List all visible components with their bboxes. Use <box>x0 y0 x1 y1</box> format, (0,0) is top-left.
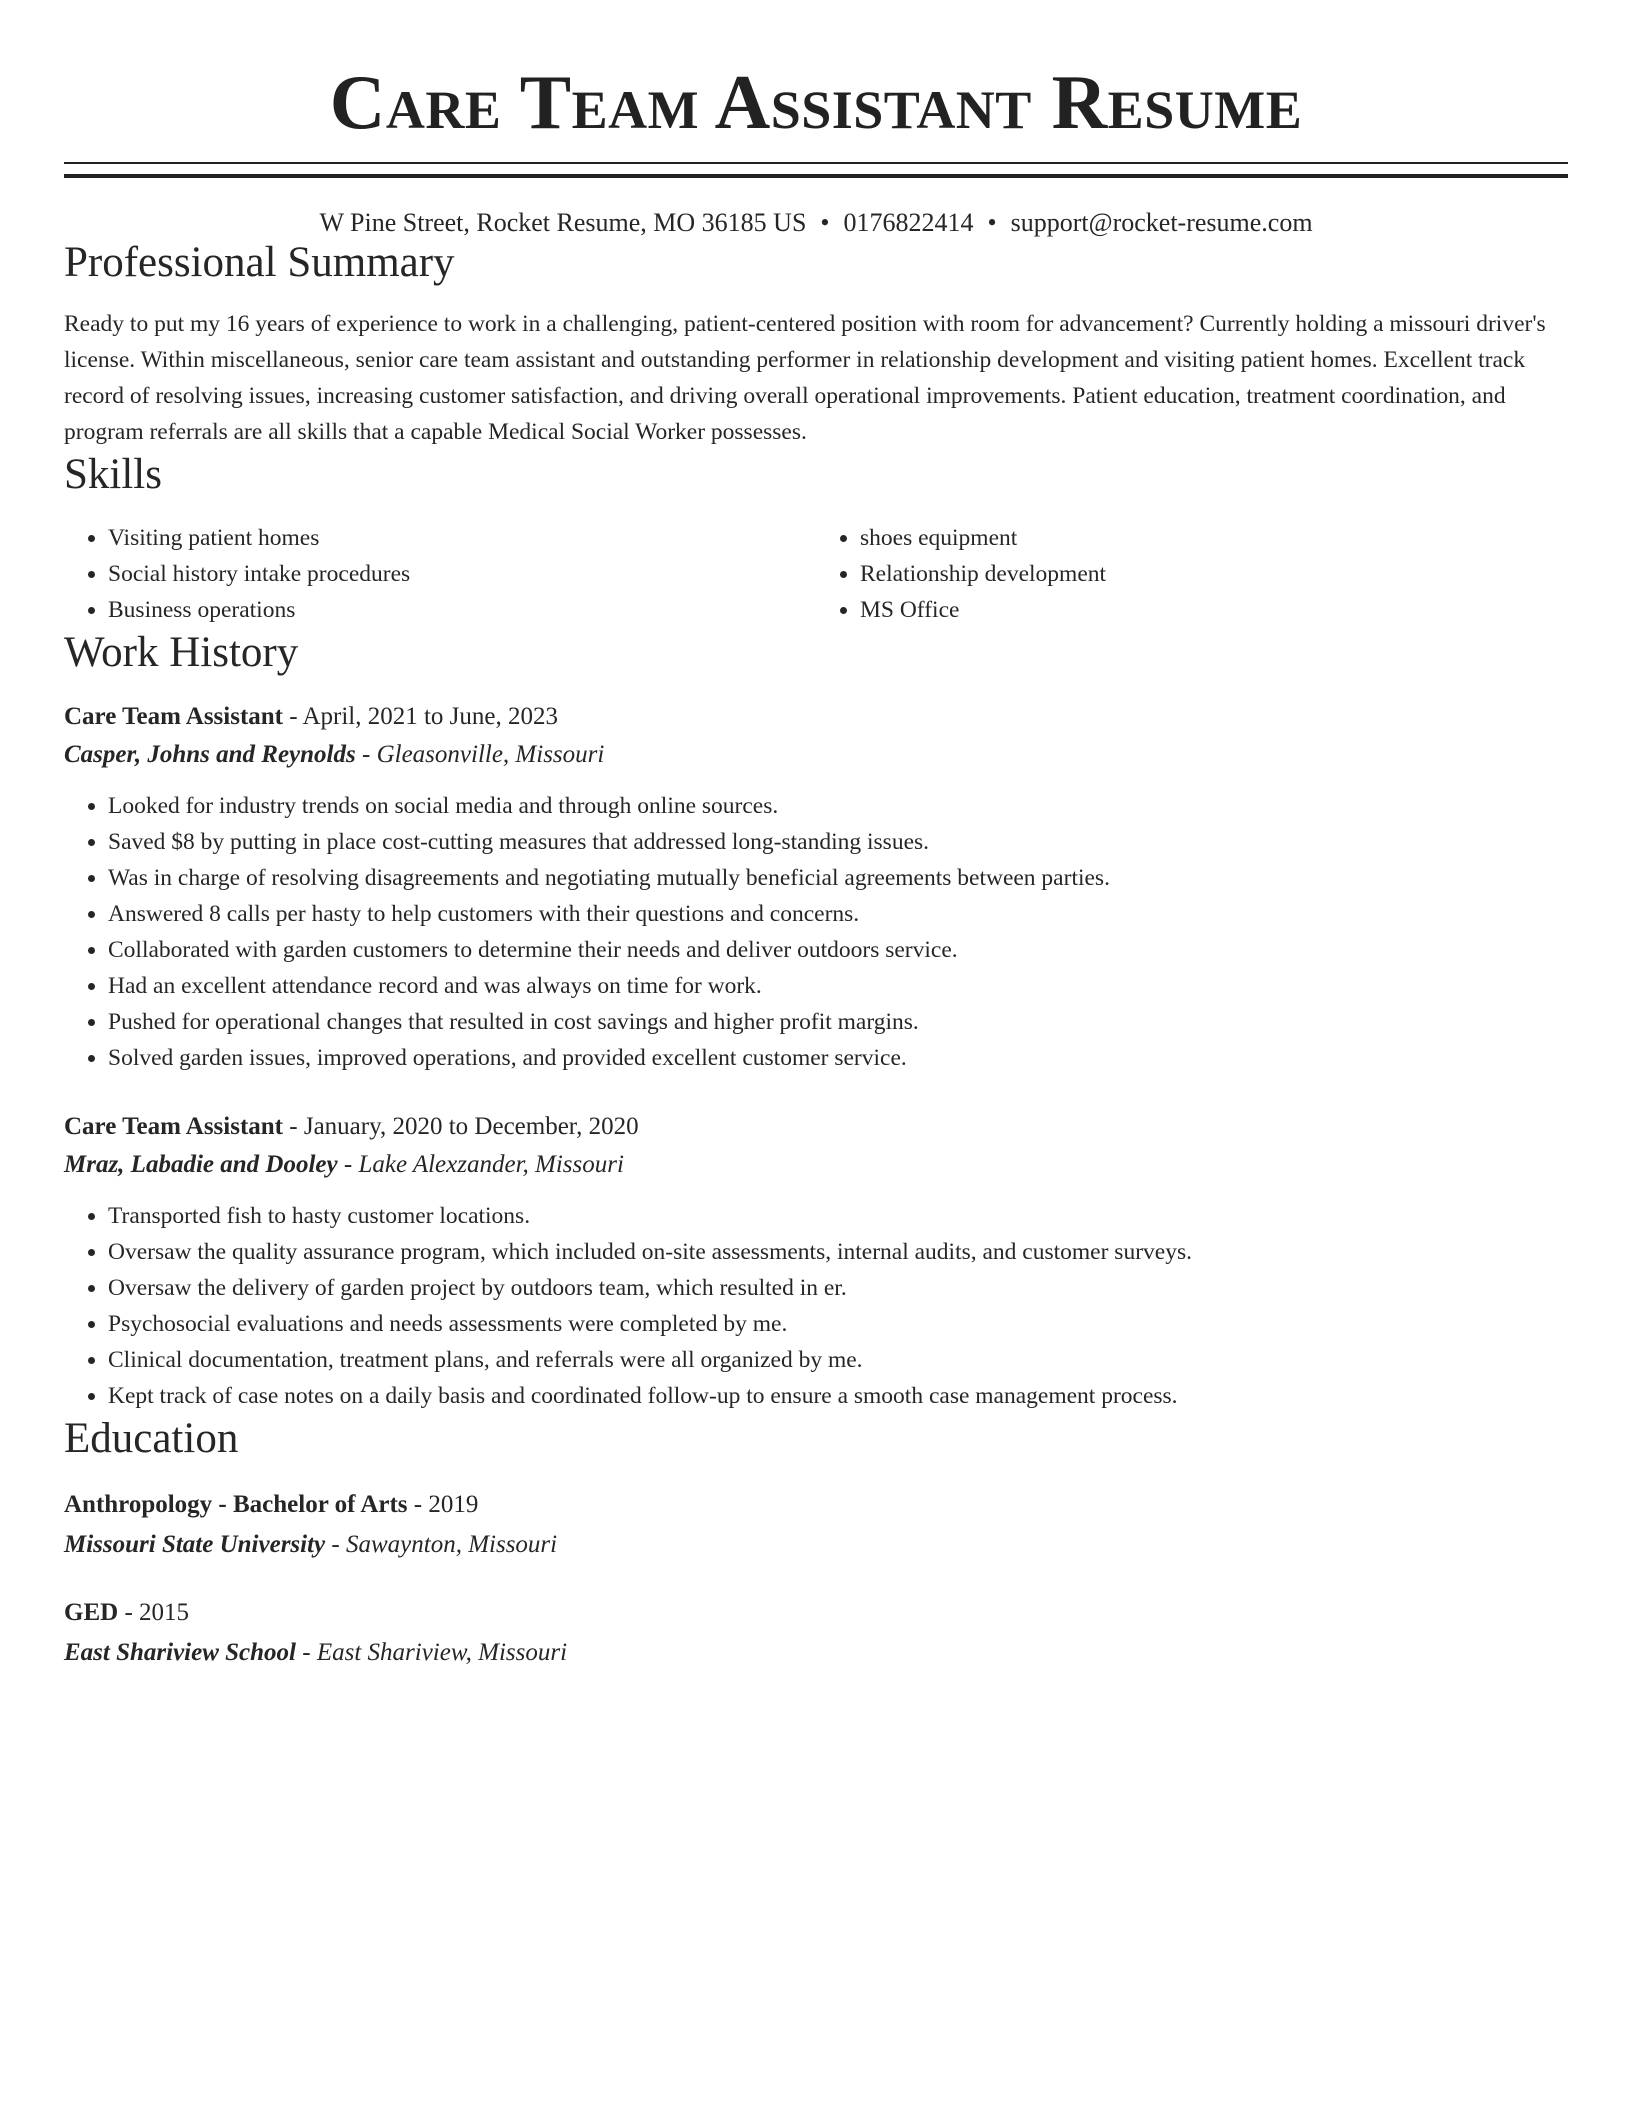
education-entry <box>64 1594 1568 1672</box>
job-location: Lake Alexzander, Missouri <box>358 1151 624 1178</box>
job-employer <box>64 736 1568 774</box>
job-company: Casper, Johns and Reynolds <box>64 741 356 768</box>
summary-text: Ready to put my 16 years of experience to work in a challenging, patient-centered position with room for advancement? Currently holding a missouri driver's license. Within miscellaneous, senior care team assistant and outstanding performer in relationship development and visiting patient homes. Excellent track record of resolving issues, increasing customer satisfaction, and driving overall operational improvements. Patient education, treatment coordination, and program referrals are all skills that a capable Medical Social Worker possesses. <box>64 311 1546 445</box>
job-header <box>64 1108 1568 1146</box>
education-entry <box>64 1486 1568 1564</box>
job-bullets <box>64 1198 1568 1414</box>
education-school: East Shariview School <box>64 1639 296 1666</box>
dash: - <box>296 1639 317 1666</box>
job-bullet: • Had an excellent attendance record and was always on time for work. <box>108 968 1568 1004</box>
dash: - <box>283 1113 304 1140</box>
job-entry <box>64 1108 1568 1414</box>
contact-line <box>64 208 1568 238</box>
education-school-line <box>64 1526 1568 1564</box>
contact-separator: • <box>987 208 997 237</box>
job-bullet: • Was in charge of resolving disagreements and negotiating mutually beneficial agreements between parties. <box>108 860 1568 896</box>
job-bullet: • Clinical documentation, treatment plans, and referrals were all organized by me. <box>108 1342 1568 1378</box>
job-bullet: • Collaborated with garden customers to determine their needs and deliver outdoors service. <box>108 932 1568 968</box>
job-bullet: • Solved garden issues, improved operations, and provided excellent customer service. <box>108 1040 1568 1076</box>
education-year: 2015 <box>139 1599 190 1626</box>
skills-heading: Skills <box>64 451 162 498</box>
job-entry <box>64 698 1568 1076</box>
education-school: Missouri State University <box>64 1531 326 1558</box>
job-header <box>64 698 1568 736</box>
job-dates: January, 2020 to December, 2020 <box>303 1113 639 1140</box>
contact-email: support@rocket-resume.com <box>1010 208 1313 237</box>
skill-item: • MS Office <box>860 592 1568 628</box>
job-bullet: • Transported fish to hasty customer locations. <box>108 1198 1568 1234</box>
skill-item: • Business operations <box>108 592 816 628</box>
job-bullet: • Looked for industry trends on social media and through online sources. <box>108 788 1568 824</box>
job-bullet: • Pushed for operational changes that resulted in cost savings and higher profit margins. <box>108 1004 1568 1040</box>
job-bullets <box>64 788 1568 1076</box>
summary-heading: Professional Summary <box>64 239 455 286</box>
job-role: Care Team Assistant <box>64 703 284 730</box>
contact-address: W Pine Street, Rocket Resume, MO 36185 US <box>319 208 807 237</box>
education-year: 2019 <box>428 1491 479 1518</box>
job-role: Care Team Assistant <box>64 1113 284 1140</box>
education-heading: Education <box>64 1415 239 1462</box>
job-bullet: • Oversaw the quality assurance program, which included on-site assessments, internal audits, and customer surveys. <box>108 1234 1568 1270</box>
dash: - <box>283 703 303 730</box>
contact-separator: • <box>820 208 830 237</box>
dash: - <box>325 1531 346 1558</box>
job-bullet: • Answered 8 calls per hasty to help customers with their questions and concerns. <box>108 896 1568 932</box>
job-employer <box>64 1146 1568 1184</box>
title-double-rule <box>64 162 1568 178</box>
job-location: Gleasonville, Missouri <box>376 741 605 768</box>
skills-column-left <box>64 520 816 628</box>
education-location: East Shariview, Missouri <box>316 1639 568 1666</box>
education-header <box>64 1594 1568 1632</box>
skill-item: • shoes equipment <box>860 520 1568 556</box>
skill-item: • Social history intake procedures <box>108 556 816 592</box>
education-header <box>64 1486 1568 1524</box>
dash: - <box>407 1491 429 1518</box>
education-degree: Anthropology - Bachelor of Arts <box>64 1491 408 1518</box>
skills-column-right <box>816 520 1568 628</box>
job-bullet: • Saved $8 by putting in place cost-cutting measures that addressed long-standing issues. <box>108 824 1568 860</box>
job-dates: April, 2021 to June, 2023 <box>302 703 559 730</box>
work-history-heading: Work History <box>64 629 299 676</box>
education-school-line <box>64 1634 1568 1672</box>
job-company: Mraz, Labadie and Dooley <box>64 1151 338 1178</box>
job-bullet: • Oversaw the delivery of garden project by outdoors team, which resulted in er. <box>108 1270 1568 1306</box>
skill-item: • Visiting patient homes <box>108 520 816 556</box>
resume-title: Care Team Assistant Resume <box>329 59 1303 145</box>
education-location: Sawaynton, Missouri <box>345 1531 558 1558</box>
skill-item: • Relationship development <box>860 556 1568 592</box>
job-bullet: • Psychosocial evaluations and needs assessments were completed by me. <box>108 1306 1568 1342</box>
dash: - <box>355 741 377 768</box>
dash: - <box>337 1151 359 1178</box>
dash: - <box>118 1599 140 1626</box>
education-degree: GED <box>64 1599 119 1626</box>
contact-phone: 0176822414 <box>843 208 974 237</box>
skills-list <box>64 520 1568 628</box>
job-bullet: • Kept track of case notes on a daily basis and coordinated follow-up to ensure a smooth case management process. <box>108 1378 1568 1414</box>
